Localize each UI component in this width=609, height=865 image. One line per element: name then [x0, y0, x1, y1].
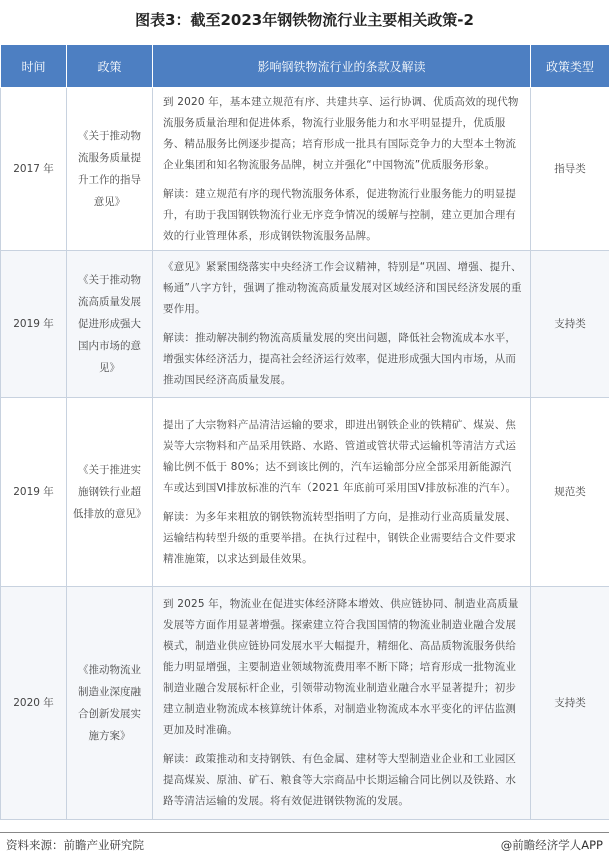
row-policy: 《关于推动物流高质量发展促进形成强大国内市场的意见》 — [67, 251, 153, 398]
row-policy: 《关于推动物流服务质量提升工作的指导意见》 — [67, 88, 153, 251]
source-note: 资料来源：前瞻产业研究院 — [6, 838, 144, 852]
row-content — [153, 88, 531, 251]
table-row — [1, 398, 609, 587]
brand-credit: @前瞻经济学人APP — [500, 838, 603, 852]
header-content: 影响钢铁物流行业的条款及解读 — [153, 45, 531, 88]
row-clause: 到 2020 年，基本建立规范有序、共建共享、运行协调、优质高效的现代物流服务质量治理和促进体系，物流行业服务能力和水平明显提升，优质服务、精品服务比例逐步提高；培育形成一批具有国际竞争力的大型本土物流企业集团和知名物流服务品牌，树立并强化“中国物流”优质服务形象。 — [163, 95, 519, 171]
table-row — [1, 88, 609, 251]
page-footer — [0, 832, 609, 857]
row-type: 规范类 — [531, 398, 609, 587]
row-content — [153, 587, 531, 820]
header-type: 政策类型 — [531, 45, 609, 88]
page-title: 图表3：截至2023年钢铁物流行业主要相关政策-2 — [135, 11, 474, 29]
row-type: 支持类 — [531, 587, 609, 820]
row-type: 支持类 — [531, 251, 609, 398]
row-interpretation: 解读：为多年来粗放的钢铁物流转型指明了方向，是推动行业高质量发展、运输结构转型升级的重要举措。在执行过程中，钢铁企业需要结合文件要求精准施策，以求达到最佳效果。 — [163, 510, 517, 565]
header-year: 时间 — [1, 45, 67, 88]
row-clause: 到 2025 年，物流业在促进实体经济降本增效、供应链协同、制造业高质量发展等方面作用显著增强。探索建立符合我国国情的物流业制造业融合发展模式，制造业供应链协同发展水平大幅提升，精细化、高品质物流服务供给能力明显增强，主要制造业领域物流费用率不断下降；培育形成一批物流业制造业融合发展标杆企业，引领带动物流业制造业融合水平显著提升；初步建立制造业物流成本核算统计体系，对制造业物流成本水平变化的评估监测更加及时准确。 — [163, 598, 519, 736]
row-interpretation: 解读：政策推动和支持钢铁、有色金属、建材等大型制造业企业和工业园区提高煤炭、原油、矿石、粮食等大宗商品中长期运输合同比例以及铁路、水路等清洁运输的发展。将有效促进钢铁物流的发展。 — [163, 753, 517, 807]
policy-table — [0, 44, 609, 820]
table-header-row — [1, 45, 609, 88]
row-clause: 《意见》紧紧围绕落实中央经济工作会议精神，特别是“巩固、增强、提升、畅通”八字方针，强调了推动物流高质量发展对区域经济和国民经济发展的重要作用。 — [163, 261, 522, 315]
row-year: 2019 年 — [1, 251, 67, 398]
row-year: 2019 年 — [1, 398, 67, 587]
row-clause: 提出了大宗物料产品清洁运输的要求，即进出钢铁企业的铁精矿、煤炭、焦炭等大宗物料和产品采用铁路、水路、管道或管状带式运输机等清洁方式运输比例不低于 80%；达不到该比例的，汽车运输部分应全部采用新能源汽车或达到国Ⅵ排放标准的汽车（2021 年底前可采用国Ⅴ排放标准的汽车）。 — [163, 418, 517, 494]
row-content — [153, 251, 531, 398]
row-content — [153, 398, 531, 587]
table-row — [1, 587, 609, 820]
header-policy: 政策 — [67, 45, 153, 88]
row-year: 2017 年 — [1, 88, 67, 251]
row-type: 指导类 — [531, 88, 609, 251]
row-year: 2020 年 — [1, 587, 67, 820]
row-policy: 《推动物流业制造业深度融合创新发展实施方案》 — [67, 587, 153, 820]
row-policy: 《关于推进实施钢铁行业超低排放的意见》 — [67, 398, 153, 587]
row-interpretation: 解读：建立规范有序的现代物流服务体系，促进物流行业服务能力的明显提升，有助于我国钢铁物流行业无序竞争情况的缓解与控制，建立更加合理有效的行业管理体系，形成钢铁物流服务品牌。 — [163, 187, 517, 242]
table-row — [1, 251, 609, 398]
row-interpretation: 解读：推动解决制约物流高质量发展的突出问题，降低社会物流成本水平，增强实体经济活力，提高社会经济运行效率，促进形成强大国内市场，从而推动国民经济高质量发展。 — [163, 332, 517, 386]
